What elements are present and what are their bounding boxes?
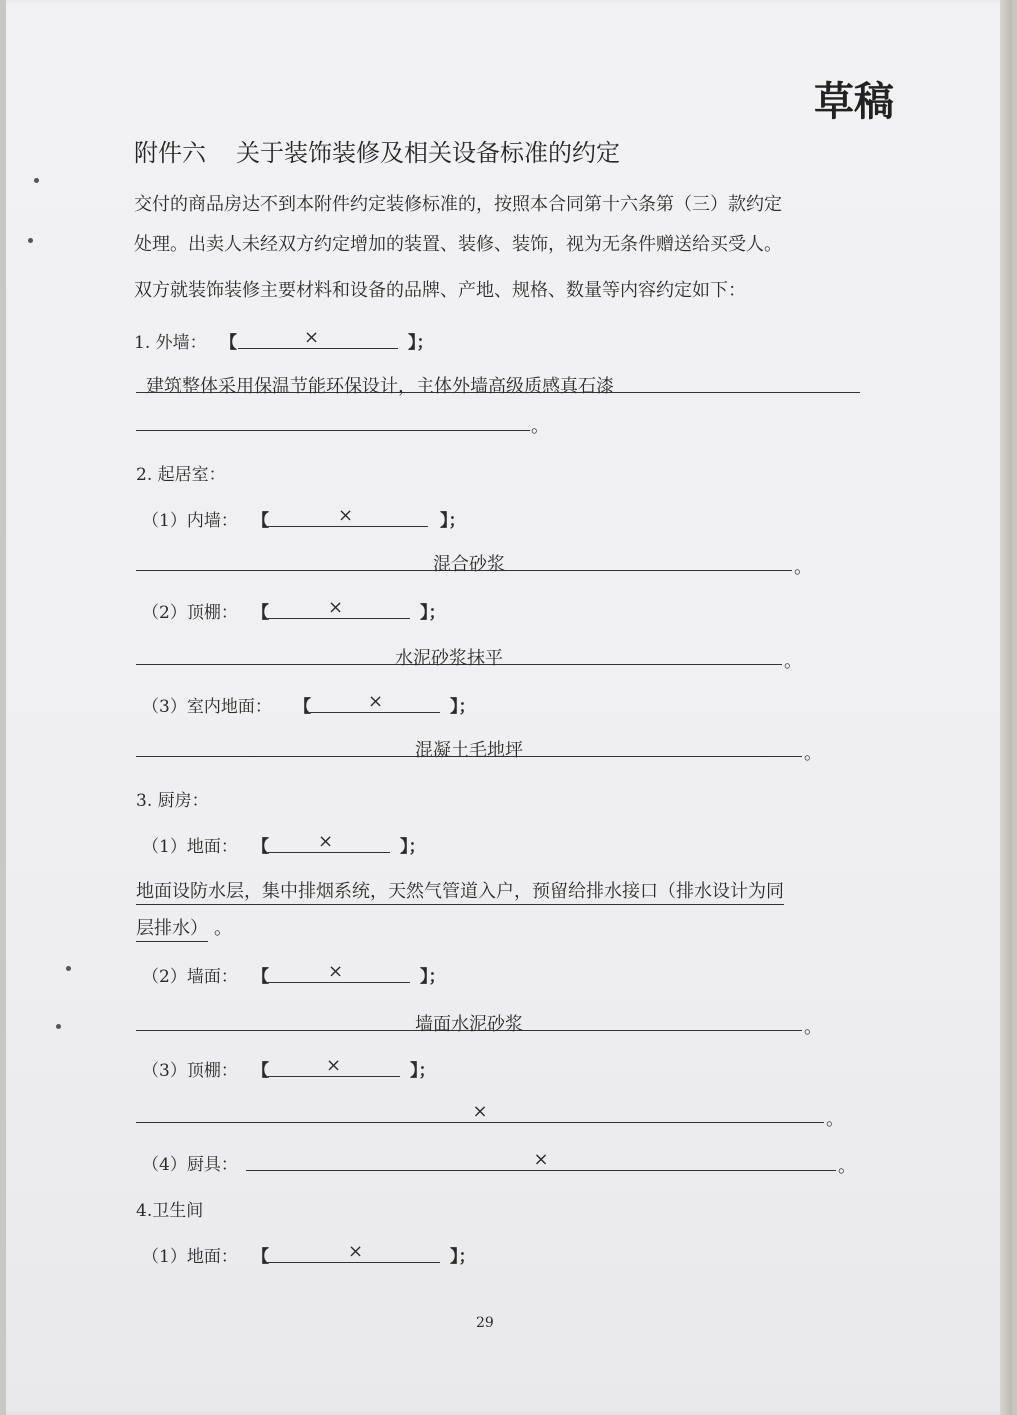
period: 。 [826, 1109, 844, 1130]
intro-line-2: 处理。出卖人未经双方约定增加的装置、装修、装饰，视为无条件赠送给买受人。 [134, 234, 782, 255]
page-number: 29 [476, 1315, 494, 1331]
fill-line [246, 1170, 836, 1171]
blank-line [268, 618, 410, 619]
kitchenware-label: （4）厨具： [142, 1155, 238, 1175]
draft-stamp: 草稿 [814, 79, 894, 125]
bracket-close: 】； [420, 603, 446, 623]
bracket-open: 【 [252, 967, 269, 987]
bracket-open: 【 [252, 837, 269, 857]
title-text: 关于装饰装修及相关设备标准的约定 [236, 139, 620, 167]
bracket-open: 【 [294, 697, 311, 717]
section-kitchen-label: 3. 厨房： [136, 791, 209, 811]
cross-mark: × [348, 1241, 364, 1262]
section-bathroom-label: 4.卫生间 [136, 1201, 204, 1221]
intro-line-1: 交付的商品房达不到本附件约定装修标准的，按照本合同第十六条第（三）款约定 [134, 194, 782, 215]
blank-line [268, 1076, 400, 1077]
binder-dot [34, 178, 39, 183]
blank-line [268, 1262, 440, 1263]
bathroom-floor-label: （1）地面： [142, 1247, 238, 1267]
kitchen-floor-desc-2: 层排水） [136, 914, 208, 942]
period: 。 [794, 557, 812, 578]
bracket-open: 【 [220, 333, 237, 353]
blank-line [238, 348, 398, 349]
kitchen-floor-desc-1: 地面设防水层，集中排烟系统，天然气管道入户，预留给排水接口（排水设计为同 [136, 877, 784, 905]
bracket-close: 】； [410, 1061, 436, 1081]
fill-line [136, 1122, 824, 1123]
fill-line [136, 392, 860, 393]
cross-mark: × [338, 505, 354, 526]
fill-line [136, 430, 530, 431]
paper-edge [1000, 0, 1012, 1415]
period: 。 [531, 416, 549, 437]
cross-mark: × [368, 691, 384, 712]
blank-line [268, 982, 410, 983]
bracket-close: 】； [408, 333, 434, 353]
bracket-close: 】； [420, 967, 446, 987]
inner-wall-value: 混合砂浆 [433, 554, 505, 575]
section-exterior-wall-label: 1. 外墙： [134, 333, 207, 353]
blank-line [310, 712, 440, 713]
document-page [6, 0, 1012, 1415]
kitchen-ceiling-label: （3）顶棚： [142, 1061, 238, 1081]
inner-wall-label: （1）内墙： [142, 511, 238, 531]
binder-dot [56, 1024, 61, 1029]
period: 。 [804, 1017, 822, 1038]
period: 。 [804, 743, 822, 764]
exterior-wall-desc: 建筑整体采用保温节能环保设计，主体外墙高级质感真石漆 [146, 376, 614, 397]
bracket-close: 】； [400, 837, 426, 857]
kitchen-ceiling-value: × [472, 1101, 488, 1122]
bracket-open: 【 [252, 1247, 269, 1267]
ceiling-value: 水泥砂浆抹平 [395, 648, 503, 669]
bracket-close: 】； [450, 1247, 476, 1267]
blank-line [268, 852, 390, 853]
bracket-open: 【 [252, 603, 269, 623]
period: 。 [214, 918, 232, 939]
binder-dot [28, 238, 33, 243]
blank-line [268, 526, 428, 527]
floor-value: 混凝土毛地坪 [415, 740, 523, 761]
binder-dot [66, 966, 71, 971]
ceiling-label: （2）顶棚： [142, 603, 238, 623]
kitchen-wall-label: （2）墙面： [142, 967, 238, 987]
kitchen-floor-label: （1）地面： [142, 837, 238, 857]
bracket-close: 】； [440, 511, 466, 531]
bracket-close: 】； [450, 697, 476, 717]
period: 。 [838, 1156, 856, 1177]
bracket-open: 【 [252, 511, 269, 531]
cross-mark: × [326, 1055, 342, 1076]
page-title [134, 133, 620, 168]
cross-mark: × [328, 597, 344, 618]
cross-mark: × [318, 831, 334, 852]
section-living-room-label: 2. 起居室： [136, 465, 226, 485]
kitchen-wall-value: 墙面水泥砂浆 [415, 1014, 523, 1035]
floor-label: （3）室内地面： [142, 697, 272, 717]
title-prefix: 附件六 [134, 139, 206, 167]
period: 。 [784, 651, 802, 672]
cross-mark: × [304, 327, 320, 348]
bracket-open: 【 [252, 1061, 269, 1081]
cross-mark: × [328, 961, 344, 982]
kitchenware-value: × [533, 1149, 549, 1170]
intro-line-3: 双方就装饰装修主要材料和设备的品牌、产地、规格、数量等内容约定如下： [134, 280, 746, 301]
